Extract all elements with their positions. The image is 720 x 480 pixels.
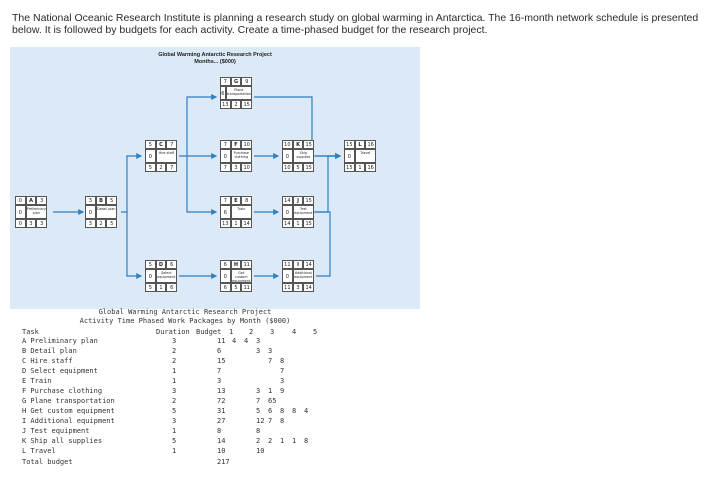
- activity-node-h: 6 H 11 0 Get custom equipment 6 5 11: [220, 260, 252, 292]
- row-duration: 3: [172, 417, 177, 425]
- activity-node-k: 10 K 15 0 Ship supplies 10 5 15: [282, 140, 314, 172]
- row-budget: 27: [217, 417, 226, 425]
- total-label: Total budget: [22, 458, 73, 466]
- row-budget: 13: [217, 387, 226, 395]
- row-duration: 2: [172, 357, 177, 365]
- row-month-value: 9: [280, 387, 285, 395]
- row-month-value: 8: [292, 407, 297, 415]
- table-row: [22, 407, 332, 416]
- row-month-value: 3: [256, 347, 261, 355]
- table-row: [22, 347, 332, 356]
- row-month-value: 2: [268, 437, 273, 445]
- row-month-value: 8: [256, 427, 261, 435]
- table-row: [22, 357, 332, 366]
- row-duration: 2: [172, 397, 177, 405]
- row-budget: 72: [217, 397, 226, 405]
- row-task: B Detail plan: [22, 347, 77, 355]
- row-duration: 5: [172, 437, 177, 445]
- row-month-value: 4: [232, 337, 237, 345]
- row-budget: 8: [217, 427, 222, 435]
- row-budget: 15: [217, 357, 226, 365]
- row-month-value: 1: [268, 387, 273, 395]
- table-header: [22, 328, 332, 337]
- header-duration: Duration: [156, 328, 190, 336]
- row-month-value: 3: [268, 347, 273, 355]
- row-month-value: 4: [304, 407, 309, 415]
- row-budget: 14: [217, 437, 226, 445]
- row-month-value: 1: [292, 437, 297, 445]
- table-row: [22, 417, 332, 426]
- row-month-value: 6: [268, 407, 273, 415]
- row-month-value: 3: [280, 377, 285, 385]
- network-subtitle: Months... ($000): [194, 59, 236, 65]
- row-duration: 3: [172, 337, 177, 345]
- table-row: [22, 397, 332, 406]
- row-budget: 3: [217, 377, 222, 385]
- network-title: Global Warming Antarctic Research Project: [158, 52, 272, 58]
- table-row: [22, 377, 332, 386]
- row-duration: 1: [172, 427, 177, 435]
- table-row: [22, 387, 332, 396]
- row-task: G Plane transportation: [22, 397, 115, 405]
- row-month-value: 10: [256, 447, 265, 455]
- row-month-value: 7: [268, 357, 273, 365]
- row-budget: 10: [217, 447, 226, 455]
- row-task: C Hire staff: [22, 357, 73, 365]
- table-row: [22, 437, 332, 446]
- total-row: [22, 458, 332, 467]
- row-month-value: 65: [268, 397, 277, 405]
- row-month-value: 1: [280, 437, 285, 445]
- header-month-4: 4: [292, 328, 297, 336]
- row-duration: 2: [172, 347, 177, 355]
- row-duration: 1: [172, 377, 177, 385]
- table-row: [22, 447, 332, 456]
- header-month-5: 5: [313, 328, 318, 336]
- dependency-arrows: [10, 47, 420, 309]
- row-budget: 6: [217, 347, 222, 355]
- activity-node-d: 5 D 6 0 Select equipment 5 1 6: [145, 260, 177, 292]
- row-task: L Travel: [22, 447, 56, 455]
- header-budget: Budget: [196, 328, 222, 336]
- row-month-value: 7: [256, 397, 261, 405]
- row-task: I Additional equipment: [22, 417, 115, 425]
- problem-statement: The National Oceanic Research Institute is planning a research study on global warming in Antarctica. The 16-month network schedule is presented below. It is followed by budgets for each activity. Create a time-phased budget for the research project.: [12, 12, 699, 36]
- row-duration: 1: [172, 367, 177, 375]
- row-month-value: 3: [256, 387, 261, 395]
- activity-node-j: 14 J 15 0 Test equipment 14 1 15: [282, 196, 314, 228]
- row-budget: 31: [217, 407, 226, 415]
- table-row: [22, 427, 332, 436]
- table-row: [22, 337, 332, 346]
- row-task: K Ship all supplies: [22, 437, 103, 445]
- activity-node-f: 7 F 10 0 Purchase clothing 7 3 10: [220, 140, 252, 172]
- row-month-value: 8: [280, 407, 285, 415]
- activity-node-b: 3 B 5 0 Detail plan 3 2 5: [85, 196, 117, 228]
- row-month-value: 5: [256, 407, 261, 415]
- table-subtitle: Activity Time Phased Work Packages by Month ($000): [79, 317, 291, 325]
- activity-node-l: 15 L 16 0 Travel 15 1 16: [344, 140, 376, 172]
- activity-node-e: 7 E 8 6 Train 13 1 14: [220, 196, 252, 228]
- row-duration: 3: [172, 387, 177, 395]
- header-month-2: 2: [249, 328, 254, 336]
- header-month-1: 1: [229, 328, 234, 336]
- row-budget: 7: [217, 367, 222, 375]
- row-duration: 5: [172, 407, 177, 415]
- network-diagram: [10, 47, 420, 309]
- activity-node-c: 5 C 7 0 Hire staff 5 2 7: [145, 140, 177, 172]
- row-task: J Test equipment: [22, 427, 90, 435]
- table-row: [22, 367, 332, 376]
- table-title: Global Warming Antarctic Research Project: [98, 308, 272, 316]
- header-month-3: 3: [270, 328, 275, 336]
- row-month-value: 4: [244, 337, 249, 345]
- row-month-value: 12: [256, 417, 265, 425]
- activity-node-a: 0 A 3 0 Preliminary plan 0 3 3: [15, 196, 47, 228]
- row-month-value: 8: [280, 357, 285, 365]
- row-month-value: 7: [280, 367, 285, 375]
- row-month-value: 7: [268, 417, 273, 425]
- row-task: D Select equipment: [22, 367, 98, 375]
- row-month-value: 8: [304, 437, 309, 445]
- row-task: F Purchase clothing: [22, 387, 103, 395]
- total-value: 217: [217, 458, 230, 466]
- activity-node-i: 11 I 14 0 Additional equipment 11 3 14: [282, 260, 314, 292]
- row-budget: 11: [217, 337, 226, 345]
- row-task: H Get custom equipment: [22, 407, 115, 415]
- header-task: Task: [22, 328, 39, 336]
- row-month-value: 3: [256, 337, 261, 345]
- row-duration: 1: [172, 447, 177, 455]
- row-task: E Train: [22, 377, 52, 385]
- row-task: A Preliminary plan: [22, 337, 98, 345]
- activity-node-g: 7 G 9 6 Plane transportation 13 2 15: [221, 79, 252, 108]
- row-month-value: 8: [280, 417, 285, 425]
- row-month-value: 2: [256, 437, 261, 445]
